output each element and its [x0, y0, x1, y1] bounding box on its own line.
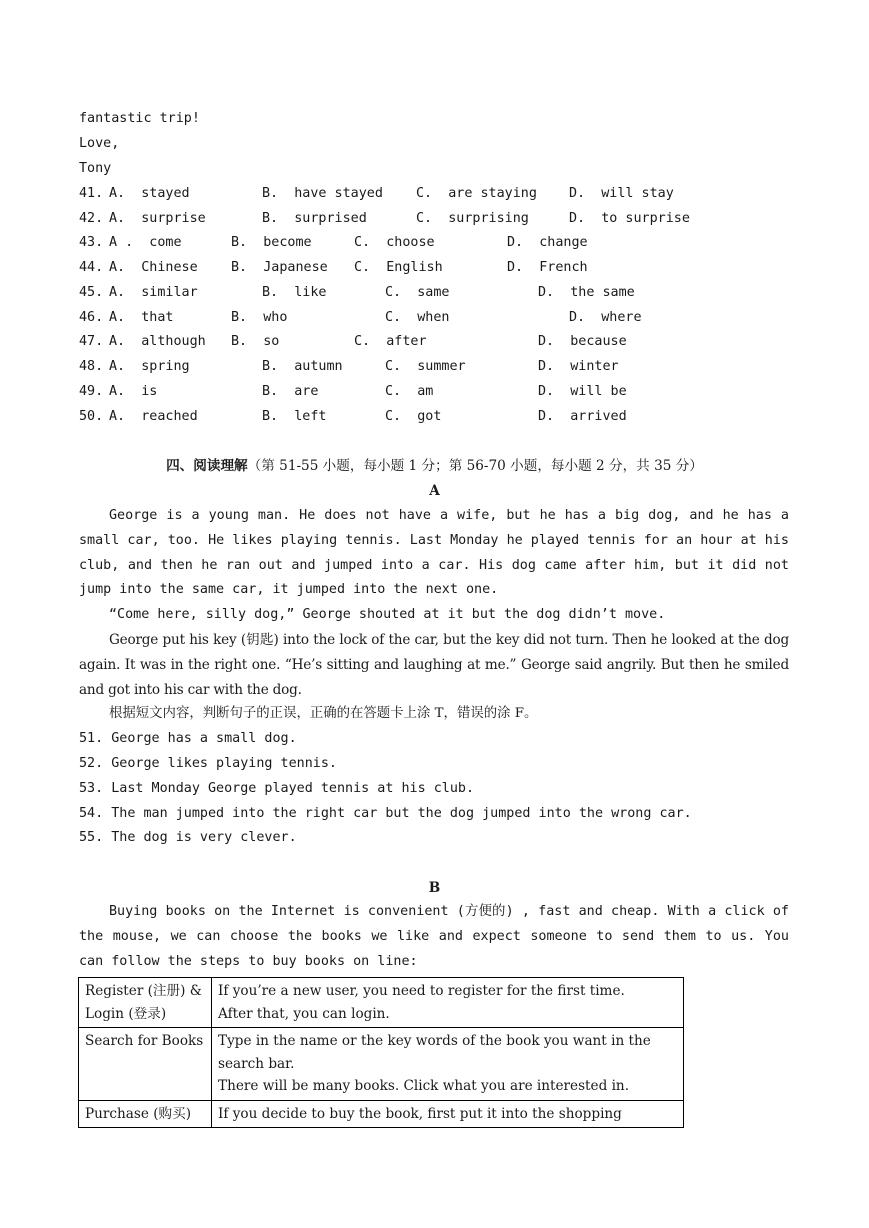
table-row [79, 978, 684, 1028]
option-c: C. surprising [416, 211, 529, 226]
table-row [79, 1028, 684, 1101]
statement-51: 51. George has a small dog. [79, 731, 297, 747]
passage-a-paragraph-3: George put his key (钥匙) into the lock of the car, but the key did not turn. Then he looked at the dog again. It was in the right one. “He’s sitting and laughing at me.” George said angrily. But then he smiled and got into his car with the dog. [79, 631, 789, 698]
option-d: D. because [538, 334, 627, 349]
option-b: B. left [262, 409, 327, 424]
option-b: B. Japanese [231, 260, 328, 275]
letter-signature: Tony [79, 161, 112, 176]
option-c: C. got [385, 409, 442, 424]
step-desc-line: After that, you can login. [218, 1005, 390, 1022]
option-d: D. to surprise [569, 211, 690, 226]
option-b: B. become [231, 235, 312, 250]
option-c: C. English [354, 260, 443, 275]
option-d: D. will stay [569, 186, 674, 201]
table-row [79, 1100, 684, 1128]
option-c: C. am [385, 384, 434, 399]
option-c: C. when [385, 310, 450, 325]
option-a: A. is [109, 384, 158, 399]
passage-b-intro: Buying books on the Internet is convenient (方便的) , fast and cheap. With a click of the mouse, we can choose the books we like and expect someone to send them to us. You can follow the steps to buy books on line: [79, 904, 789, 969]
question-number: 44. [79, 260, 104, 275]
option-d: D. where [569, 310, 642, 325]
step-desc-cell [212, 1028, 684, 1101]
section-note: （第 51-55 小题，每小题 1 分；第 56-70 小题，每小题 2 分，共 35 分） [247, 458, 703, 474]
passage-b-body [79, 900, 789, 974]
step-desc-line: There will be many books. Click what you are interested in. [218, 1078, 630, 1094]
statement-55: 55. The dog is very clever. [79, 830, 297, 846]
section-heading [0, 457, 869, 475]
question-number: 50. [79, 409, 104, 424]
statement-53: 53. Last Monday George played tennis at his club. [79, 780, 475, 796]
option-b: B. who [231, 310, 288, 325]
option-d: D. change [507, 235, 588, 250]
question-number: 43. [79, 235, 104, 250]
option-a: A. Chinese [109, 260, 198, 275]
option-a: A. spring [109, 359, 190, 374]
option-c: C. after [354, 334, 427, 349]
question-number: 42. [79, 211, 104, 226]
question-number: 49. [79, 384, 104, 399]
option-a: A. similar [109, 285, 198, 300]
option-b: B. like [262, 285, 327, 300]
option-a: A. that [109, 310, 174, 325]
option-d: D. winter [538, 359, 619, 374]
passage-a-instruction: 根据短文内容，判断句子的正误，正确的在答题卡上涂 T，错误的涂 F。 [109, 706, 538, 722]
passage-a-label: A [429, 483, 440, 499]
question-number: 48. [79, 359, 104, 374]
question-number: 41. [79, 186, 104, 201]
option-c: C. choose [354, 235, 435, 250]
question-number: 47. [79, 334, 104, 349]
option-a: A . come [109, 235, 182, 250]
option-c: C. same [385, 285, 450, 300]
passage-a-body [79, 504, 789, 851]
option-a: A. stayed [109, 186, 190, 201]
step-desc-cell [212, 1100, 684, 1128]
option-a: A. although [109, 334, 206, 349]
option-b: B. so [231, 334, 280, 349]
step-name-cell: Search for Books [79, 1028, 212, 1101]
passage-a-paragraph-1: George is a young man. He does not have a wife, but he has a big dog, and he has a small car, too. He likes playing tennis. Last Monday he played tennis for an hour at his club, and then he ran out and jumped into a car. His dog came after him, but it did not jump into the same car, it jumped into the next one. [79, 508, 789, 598]
step-name-cell: Purchase (购买) [79, 1100, 212, 1128]
option-b: B. are [262, 384, 319, 399]
option-a: A. surprise [109, 211, 206, 226]
step-desc-line: Type in the name or the key words of the book you want in the search bar. [218, 1033, 651, 1072]
letter-closing-text: fantastic trip! [79, 111, 200, 126]
option-a: A. reached [109, 409, 198, 424]
statement-54: 54. The man jumped into the right car but the dog jumped into the wrong car. [79, 805, 692, 821]
option-c: C. summer [385, 359, 466, 374]
step-desc-line: If you’re a new user, you need to register for the first time. [218, 983, 625, 999]
question-number: 46. [79, 310, 104, 325]
option-b: B. surprised [262, 211, 367, 226]
section-title: 四、阅读理解 [166, 458, 248, 474]
option-b: B. have stayed [262, 186, 383, 201]
steps-table [78, 977, 684, 1128]
passage-a-paragraph-2: “Come here, silly dog,” George shouted at it but the dog didn’t move. [109, 607, 666, 623]
step-desc-cell [212, 978, 684, 1028]
option-d: D. arrived [538, 409, 627, 424]
step-name-cell: Register (注册) & Login (登录) [79, 978, 212, 1028]
passage-b-label: B [428, 880, 441, 896]
question-number: 45. [79, 285, 104, 300]
option-d: D. will be [538, 384, 627, 399]
option-b: B. autumn [262, 359, 343, 374]
letter-sign-off: Love, [79, 136, 120, 151]
option-c: C. are staying [416, 186, 537, 201]
option-d: D. the same [538, 285, 635, 300]
option-d: D. French [507, 260, 588, 275]
statement-52: 52. George likes playing tennis. [79, 755, 337, 771]
step-desc-line: If you decide to buy the book, first put it into the shopping [218, 1105, 622, 1122]
